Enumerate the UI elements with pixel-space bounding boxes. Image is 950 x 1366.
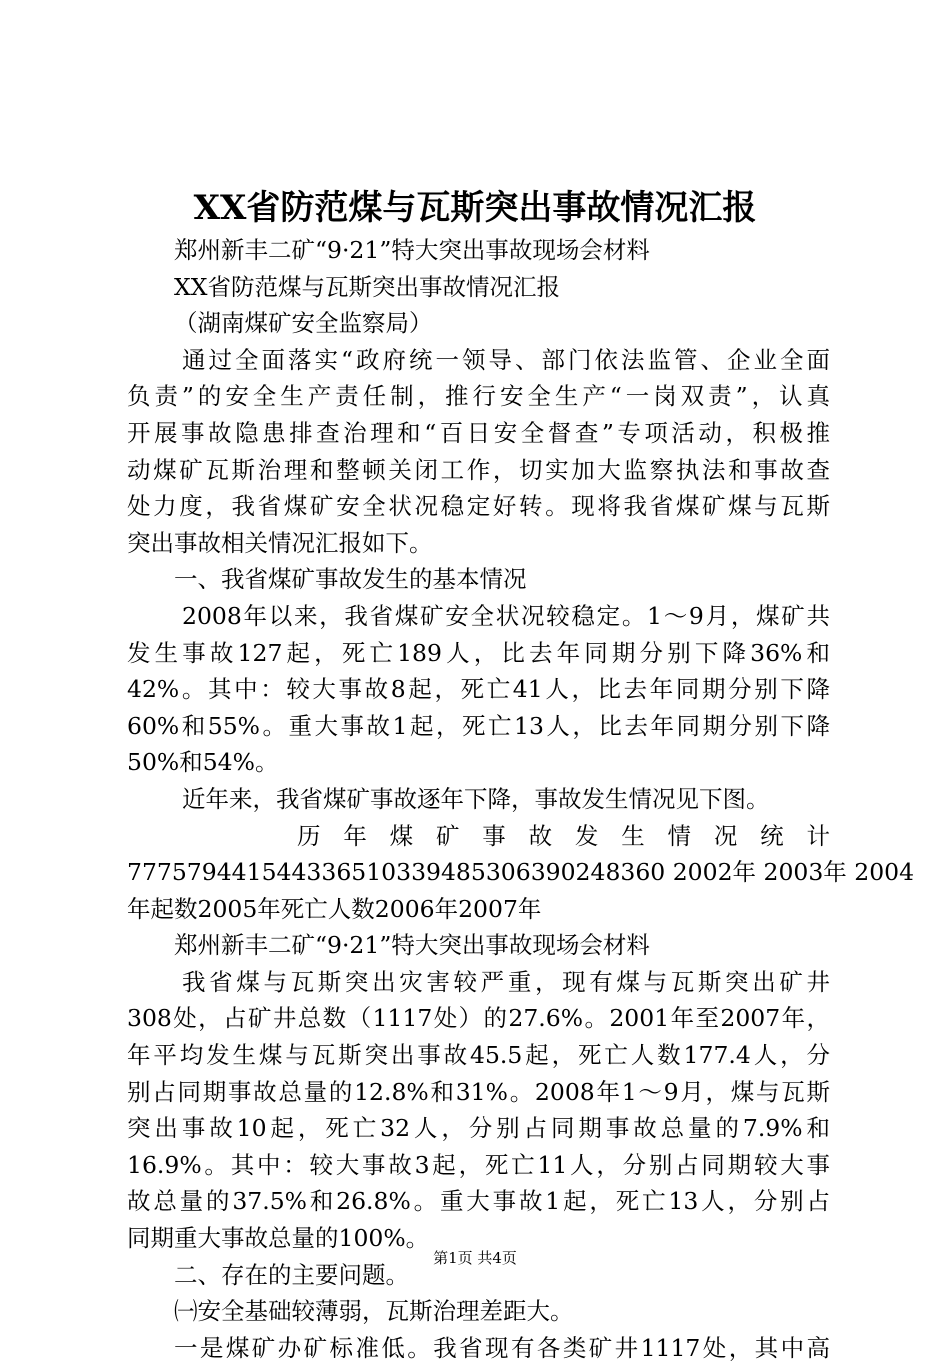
line-26: 16.9%。其中：较大事故3起，死亡11人，分别占同期较大事 <box>127 1150 830 1179</box>
line-25: 突出事故10起，死亡32人，分别占同期事故总量的7.9%和 <box>127 1114 830 1143</box>
line-31: 一是煤矿办矿标准低。我省现有各类矿井1117处，其中高 <box>174 1333 830 1362</box>
section-heading-1: 一、我省煤矿事故发生的基本情况 <box>174 565 527 594</box>
line-28: 同期重大事故总量的100%。 <box>127 1224 430 1253</box>
line-9: 突出事故相关情况汇报如下。 <box>127 528 433 557</box>
line-12: 发生事故127起，死亡189人，比去年同期分别下降36%和 <box>127 638 830 667</box>
line-19: 年起数2005年死亡人数2006年2007年 <box>127 894 542 923</box>
line-13: 42%。其中：较大事故8起，死亡41人，比去年同期分别下降 <box>127 675 830 704</box>
line-2: XX省防范煤与瓦斯突出事故情况汇报 <box>174 272 560 301</box>
line-16: 近年来，我省煤矿事故逐年下降，事故发生情况见下图。 <box>182 784 770 813</box>
line-27: 故总量的37.5%和26.8%。重大事故1起，死亡13人，分别占 <box>127 1187 830 1216</box>
chart-caption: 历年煤矿事故发生情况统计 <box>297 821 830 850</box>
line-7: 动煤矿瓦斯治理和整顿关闭工作，切实加大监察执法和事故查 <box>127 455 830 484</box>
line-21: 我省煤与瓦斯突出灾害较严重，现有煤与瓦斯突出矿井 <box>182 967 830 996</box>
document-title: XX省防范煤与瓦斯突出事故情况汇报 <box>193 188 757 228</box>
line-11: 2008年以来，我省煤矿安全状况较稳定。1～9月，煤矿共 <box>182 601 830 630</box>
line-18: 777579441544336510339485306390248360 2002年 2003年 2004 <box>127 858 915 887</box>
line-6: 开展事故隐患排查治理和“百日安全督查”专项活动，积极推 <box>127 418 830 447</box>
line-23: 年平均发生煤与瓦斯突出事故45.5起，死亡人数177.4人，分 <box>127 1041 830 1070</box>
line-1: 郑州新丰二矿“9·21”特大突出事故现场会材料 <box>174 236 650 264</box>
section-heading-2: 二、存在的主要问题。 <box>174 1260 409 1289</box>
line-20: 郑州新丰二矿“9·21”特大突出事故现场会材料 <box>174 931 650 960</box>
line-5: 负责”的安全生产责任制，推行安全生产“一岗双责”，认真 <box>127 382 830 411</box>
line-15: 50%和54%。 <box>127 748 279 777</box>
line-14: 60%和55%。重大事故1起，死亡13人，比去年同期分别下降 <box>127 711 830 740</box>
line-3: （湖南煤矿安全监察局） <box>174 309 433 338</box>
page-footer: 第1页 共4页 <box>433 1249 517 1267</box>
subsection-heading-1: ㈠安全基础较薄弱，瓦斯治理差距大。 <box>174 1297 574 1326</box>
line-8: 处力度，我省煤矿安全状况稳定好转。现将我省煤矿煤与瓦斯 <box>127 492 830 521</box>
line-4: 通过全面落实“政府统一领导、部门依法监管、企业全面 <box>182 345 830 374</box>
line-22: 308处，占矿井总数（1117处）的27.6%。2001年至2007年， <box>127 1004 830 1033</box>
document-body <box>127 232 915 1366</box>
line-24: 别占同期事故总量的12.8%和31%。2008年1～9月，煤与瓦斯 <box>127 1077 830 1106</box>
